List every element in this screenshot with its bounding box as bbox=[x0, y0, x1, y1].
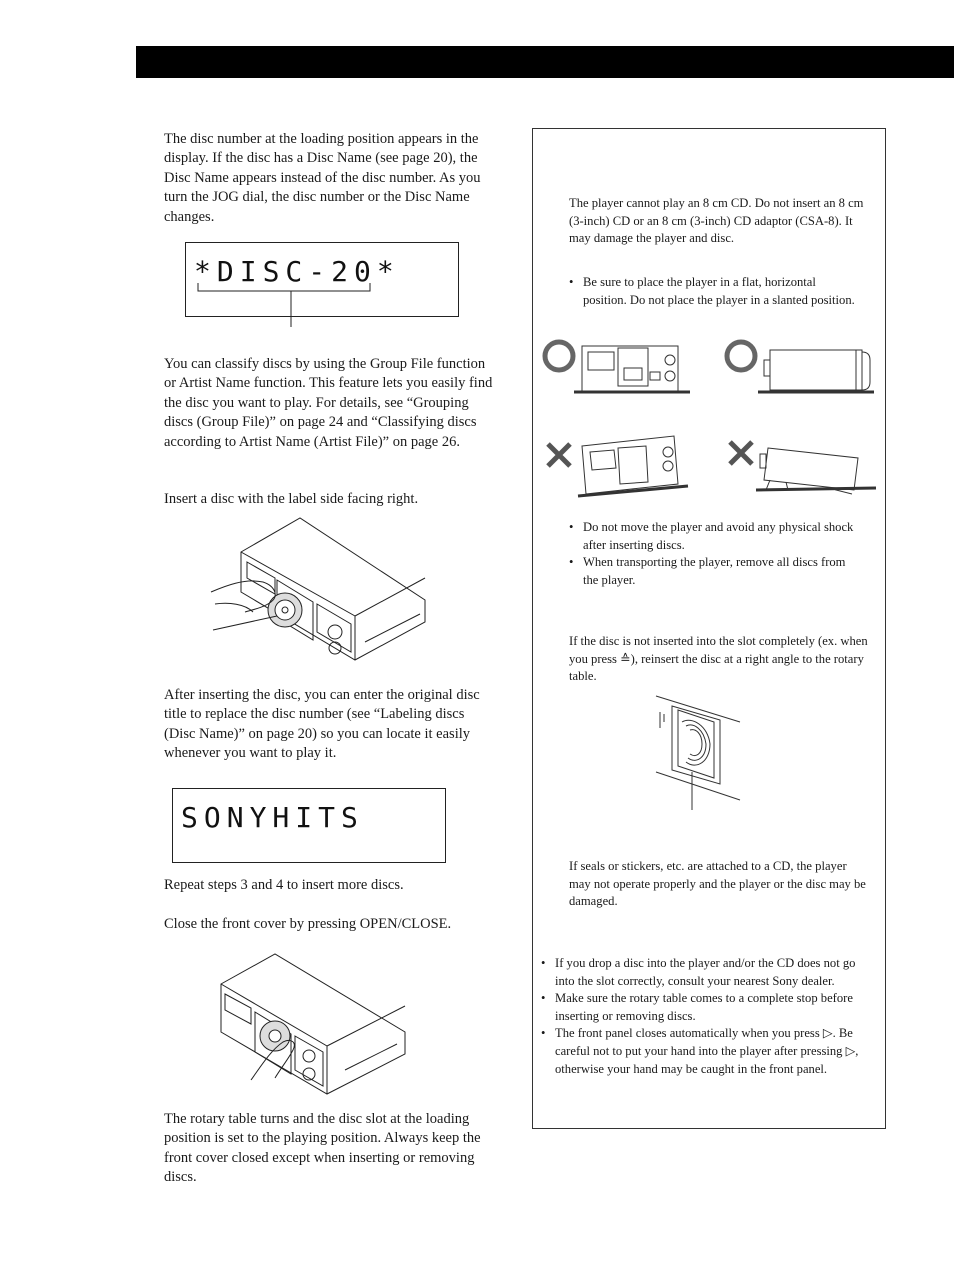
note-stickers: If seals or stickers, etc. are attached to a CD, the player may not operate properly and the player or the disc may be damaged. bbox=[569, 859, 866, 909]
header-bar bbox=[136, 46, 954, 78]
paragraph-classify: You can classify discs by using the Group File function or Artist Name function. This feature lets you easily find the disc you want to play. For details, see “Grouping discs (Group File)” on page 24 and “Classifying discs according to Artist Name (Artist File)” on page 26. bbox=[164, 356, 493, 450]
close-cover-illustration bbox=[215, 950, 415, 1096]
paragraph-repeat: Repeat steps 3 and 4 to insert more discs. bbox=[164, 877, 404, 893]
display-sonyhits bbox=[172, 788, 446, 863]
list-item: • Do not move the player and avoid any physical shock after inserting discs. bbox=[569, 519, 861, 554]
display-bracket bbox=[186, 243, 458, 333]
note-general-list bbox=[541, 955, 867, 1078]
list-item: • When transporting the player, remove all discs from the player. bbox=[569, 554, 861, 589]
paragraph-insert: Insert a disc with the label side facing right. bbox=[164, 491, 419, 507]
note-8cm-cd: The player cannot play an 8 cm CD. Do not insert an 8 cm (3-inch) CD or an 8 cm (3-inch) CD adaptor (CSA-8). It may damage the player and disc. bbox=[569, 196, 864, 246]
list-item: • Make sure the rotary table comes to a complete stop before inserting or removing discs. bbox=[541, 990, 867, 1025]
insert-disc-illustration bbox=[205, 512, 430, 662]
display-text: *DISC-20* bbox=[194, 255, 400, 288]
note-placement-list bbox=[569, 274, 861, 309]
display-text: SONYHITS bbox=[181, 801, 364, 834]
paragraph-close-cover: Close the front cover by pressing OPEN/CLOSE. bbox=[164, 916, 452, 932]
placement-illustrations bbox=[540, 338, 880, 498]
note-reinsert: If the disc is not inserted into the slot completely (ex. when you press ≙), reinsert the disc at a right angle to the rotary table. bbox=[569, 634, 868, 684]
paragraph-disc-title: After inserting the disc, you can enter the original disc title to replace the disc number (see “Labeling discs (Disc Name)” on page 20) so you can locate it easily whenever you want to play it. bbox=[164, 687, 480, 762]
paragraph-rotary-table: The rotary table turns and the disc slot at the loading position is set to the playing position. Always keep the front cover closed except when inserting or removing discs. bbox=[164, 1111, 481, 1186]
list-item: • Be sure to place the player in a flat, horizontal position. Do not place the player in a slanted position. bbox=[569, 274, 861, 309]
paragraph-disc-number: The disc number at the loading position appears in the display. If the disc has a Disc Name (see page 20), the Disc Name appears instead of the disc number. As you turn the JOG dial, the disc number or the Disc Name changes. bbox=[164, 131, 481, 225]
display-disc-20 bbox=[185, 242, 459, 317]
list-item: • If you drop a disc into the player and/or the CD does not go into the slot correctly, consult your nearest Sony dealer. bbox=[541, 955, 867, 990]
disc-slot-illustration bbox=[652, 692, 744, 812]
list-item: • The front panel closes automatically when you press ▷. Be careful not to put your hand into the player after pressing ▷, otherwise your hand may be caught in the front panel. bbox=[541, 1025, 867, 1078]
note-transport-list bbox=[569, 519, 861, 589]
